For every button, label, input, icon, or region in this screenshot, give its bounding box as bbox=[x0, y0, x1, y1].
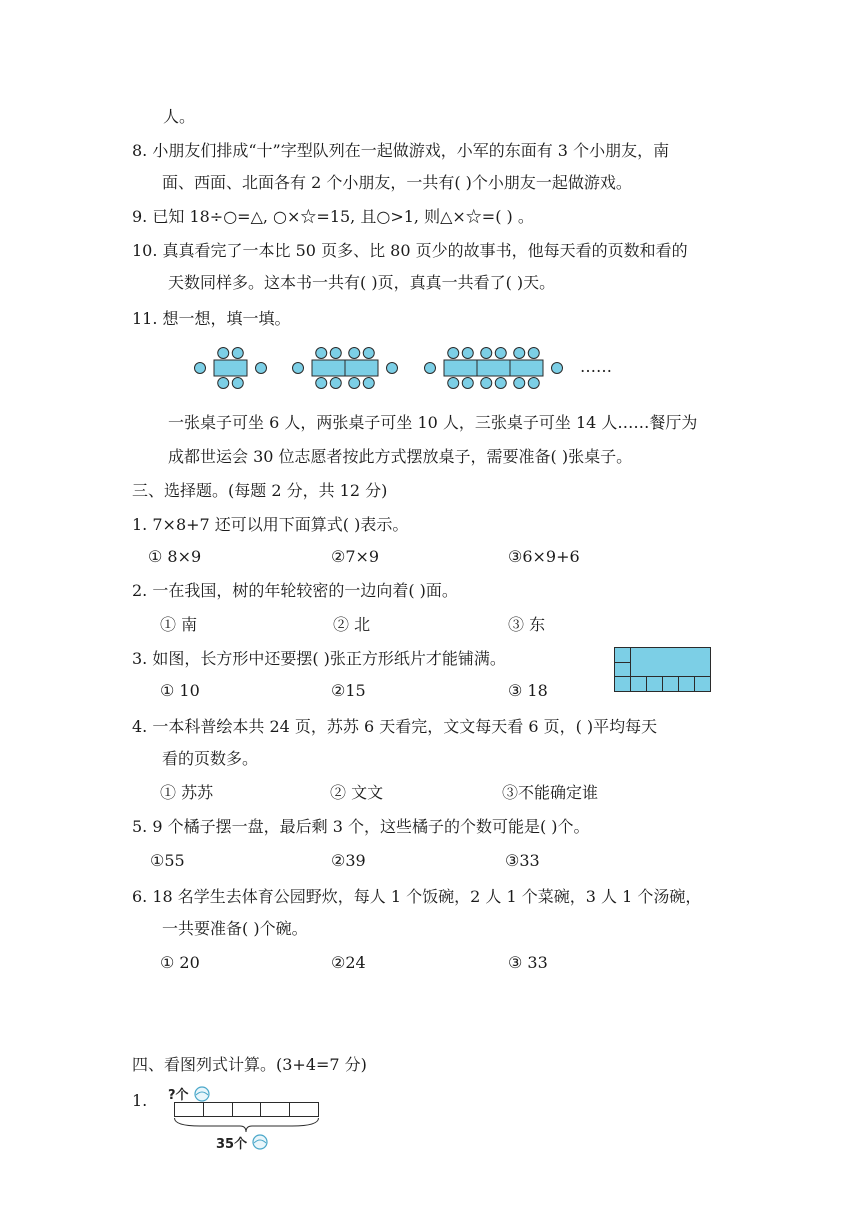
choice-4-option-a: ① 苏苏 bbox=[160, 783, 214, 802]
chair-seat bbox=[481, 348, 492, 359]
chair-seat bbox=[528, 378, 539, 389]
ball-icon bbox=[253, 1135, 267, 1149]
figure-ellipsis: …… bbox=[580, 357, 612, 376]
brace bbox=[175, 1118, 319, 1132]
chair-seat bbox=[514, 348, 525, 359]
question-11-line4: 成都世运会 30 位志愿者按此方式摆放桌子，需要准备( )张桌子。 bbox=[168, 447, 633, 466]
table-rect bbox=[312, 360, 345, 376]
table-seating-figure bbox=[0, 340, 860, 400]
chair-seat bbox=[293, 363, 304, 374]
choice-2-option-b: ② 北 bbox=[333, 615, 371, 634]
chair-seat bbox=[218, 348, 229, 359]
table-rect bbox=[345, 360, 378, 376]
chair-seat bbox=[448, 378, 459, 389]
chair-seat bbox=[195, 363, 206, 374]
unknown-quantity-label: ?个 bbox=[168, 1088, 189, 1103]
chair-seat bbox=[528, 348, 539, 359]
choice-1-option-b: ②7×9 bbox=[331, 547, 380, 566]
question-10-line1: 10. 真真看完了一本比 50 页多、比 80 页少的故事书，他每天看的页数和看的 bbox=[132, 241, 688, 260]
line-top: 人。 bbox=[163, 107, 196, 126]
choice-2-option-a: ① 南 bbox=[160, 615, 198, 634]
table-rect bbox=[444, 360, 477, 376]
section-3-heading: 三、选择题。(每题 2 分，共 12 分) bbox=[132, 481, 388, 500]
question-8-line2: 面、西面、北面各有 2 个小朋友，一共有( )个小朋友一起做游戏。 bbox=[162, 173, 632, 192]
choice-3-option-a: ① 10 bbox=[160, 681, 200, 700]
choice-question-3: 3. 如图，长方形中还要摆( )张正方形纸片才能铺满。 bbox=[132, 649, 506, 668]
total-quantity-label: 35个 bbox=[216, 1137, 248, 1152]
rectangle-tiling-figure bbox=[614, 647, 718, 693]
chair-seat bbox=[495, 378, 506, 389]
chair-seat bbox=[363, 348, 374, 359]
chair-seat bbox=[448, 348, 459, 359]
choice-2-option-c: ③ 东 bbox=[508, 615, 546, 634]
choice-question-6-line1: 6. 18 名学生去体育公园野炊，每人 1 个饭碗，2 人 1 个菜碗，3 人 1 个汤碗， bbox=[132, 887, 702, 906]
choice-4-option-b: ② 文文 bbox=[330, 783, 384, 802]
choice-6-option-b: ②24 bbox=[331, 953, 366, 972]
choice-question-1: 1. 7×8+7 还可以用下面算式( )表示。 bbox=[132, 515, 409, 534]
choice-question-6-line2: 一共要准备( )个碗。 bbox=[162, 919, 308, 938]
choice-3-option-c: ③ 18 bbox=[508, 681, 548, 700]
chair-seat bbox=[256, 363, 267, 374]
chair-seat bbox=[316, 378, 327, 389]
chair-seat bbox=[514, 378, 525, 389]
chair-seat bbox=[481, 378, 492, 389]
chair-seat bbox=[363, 378, 374, 389]
table-rect bbox=[214, 360, 247, 376]
chair-seat bbox=[425, 363, 436, 374]
choice-1-option-a: ① 8×9 bbox=[148, 547, 202, 566]
chair-seat bbox=[232, 348, 243, 359]
chair-seat bbox=[330, 378, 341, 389]
question-10-line2: 天数同样多。这本书一共有( )页，真真一共看了( )天。 bbox=[168, 273, 556, 292]
section-4-heading: 四、看图列式计算。(3+4=7 分) bbox=[132, 1055, 367, 1074]
question-9: 9. 已知 18÷○=△, ○×☆=15, 且○>1, 则△×☆=( ) 。 bbox=[132, 207, 534, 226]
choice-4-option-c: ③不能确定谁 bbox=[502, 783, 599, 802]
chair-seat bbox=[218, 378, 229, 389]
choice-question-2: 2. 一在我国，树的年轮较密的一边向着( )面。 bbox=[132, 581, 458, 600]
choice-1-option-c: ③6×9+6 bbox=[508, 547, 580, 566]
table-rect bbox=[477, 360, 510, 376]
choice-5-option-b: ②39 bbox=[331, 851, 366, 870]
question-11-line3: 一张桌子可坐 6 人，两张桌子可坐 10 人，三张桌子可坐 14 人……餐厅为 bbox=[168, 413, 698, 432]
choice-question-4-line1: 4. 一本科普绘本共 24 页，苏苏 6 天看完，文文每天看 6 页，( )平均每天 bbox=[132, 717, 658, 736]
chair-seat bbox=[232, 378, 243, 389]
choice-6-option-c: ③ 33 bbox=[508, 953, 548, 972]
chair-seat bbox=[349, 348, 360, 359]
choice-5-option-a: ①55 bbox=[150, 851, 185, 870]
question-11: 11. 想一想，填一填。 bbox=[132, 309, 291, 328]
ball-icon bbox=[195, 1087, 209, 1101]
choice-question-5: 5. 9 个橘子摆一盘，最后剩 3 个，这些橘子的个数可能是( )个。 bbox=[132, 817, 590, 836]
chair-seat bbox=[462, 378, 473, 389]
chair-seat bbox=[462, 348, 473, 359]
choice-question-4-line2: 看的页数多。 bbox=[162, 749, 259, 768]
bar-model-diagram bbox=[160, 1082, 330, 1152]
chair-seat bbox=[330, 348, 341, 359]
question-8-line1: 8. 小朋友们排成“十”字型队列在一起做游戏，小军的东面有 3 个小朋友，南 bbox=[132, 141, 670, 160]
chair-seat bbox=[349, 378, 360, 389]
chair-seat bbox=[495, 348, 506, 359]
chair-seat bbox=[387, 363, 398, 374]
choice-3-option-b: ②15 bbox=[331, 681, 366, 700]
table-rect bbox=[510, 360, 543, 376]
problem-1-number: 1. bbox=[132, 1091, 148, 1110]
chair-seat bbox=[316, 348, 327, 359]
choice-6-option-a: ① 20 bbox=[160, 953, 200, 972]
choice-5-option-c: ③33 bbox=[505, 851, 540, 870]
chair-seat bbox=[552, 363, 563, 374]
